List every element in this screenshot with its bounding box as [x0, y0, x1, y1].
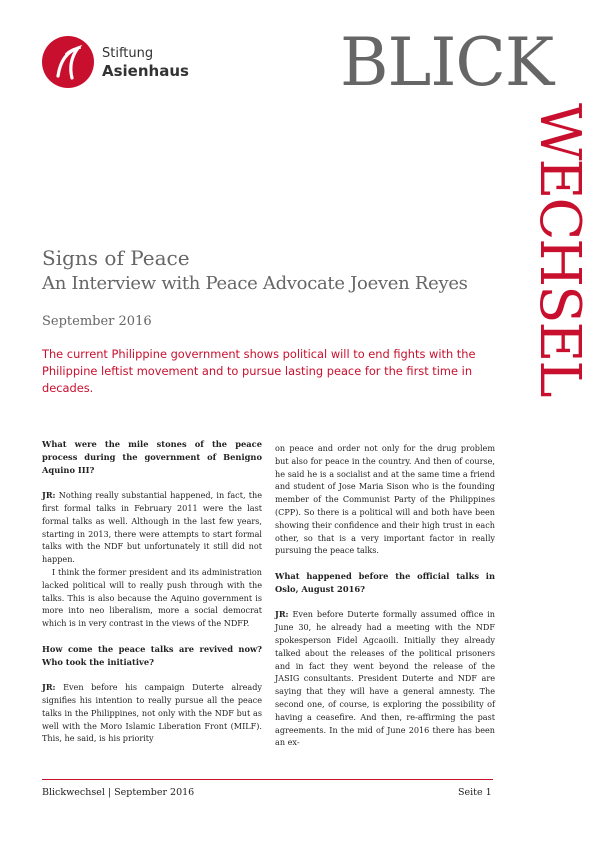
question-2: How come the peace talks are revived now? Who took the initiative?	[42, 643, 262, 667]
footer-publication: Blickwechsel | September 2016	[42, 787, 195, 798]
question-3: What happened before the official talks in Oslo, August 2016?	[275, 570, 495, 594]
answer-2-text: Even before his campaign Duterte already signifies his intention to really pursue all the peace talks in the Philippines, not only with the NDF but as well with the Moro Islamic Liberation Front (MILF). This, he said, is his priority	[42, 682, 262, 744]
answer-3-text: Even before Duterte formally assumed office in June 30, he already had a meeting with the NDF spokesperson Fidel Agcaoili. Initially they already talked about the releases of the political prisoners and in fact they went beyond the release of the JASIG consultants. President Duterte and NDF are saying that they will have a general amnesty. The second one, of course, is exploring the possibility of having a ceasefire. And then, re-affirming the past agreements. In the mid of June 2016 there has been an ex-	[275, 609, 495, 748]
article-subtitle: An Interview with Peace Advocate Joeven Reyes	[42, 273, 468, 294]
article-date: September 2016	[42, 314, 152, 329]
speaker-label: JR:	[42, 490, 56, 501]
question-1: What were the mile stones of the peace process during the government of Benigno Aquino III?	[42, 439, 262, 475]
logo-wordmark	[102, 46, 189, 80]
stiftung-asienhaus-logo	[42, 36, 202, 96]
answer-1-text: Nothing really substantial happened, in fact, the first formal talks in February 2011 were the last formal talks as well. Although in the last few years, starting in 2013, there were attempts to start formal talks with the NDF but unfortunately it still did not happen.	[42, 490, 262, 565]
logo-line-1: Stiftung	[102, 46, 154, 61]
article-title: Signs of Peace	[42, 246, 190, 270]
footer-page-number: Seite 1	[458, 787, 492, 798]
answer-1-paragraph-2: I think the former president and its administration lacked political will to really push through with the talks. This is also because the Aquino government is more into neo liberalism, more a social democrat which is in very contrast in the views of the NDFP.	[42, 566, 262, 629]
speaker-label: JR:	[275, 609, 289, 620]
answer-2	[42, 681, 262, 745]
logo-line-2: Asienhaus	[102, 62, 189, 80]
masthead-wechsel: WECHSEL	[527, 103, 592, 396]
answer-1	[42, 489, 262, 566]
answer-2-continued: on peace and order not only for the drug problem but also for peace in the country. And then of course, he said he is a socialist and at the same time a friend and student of Jose Maria Sison who is the founding member of the Communist Party of the Philippines (CPP). So there is a political will and both have been showing their confidence and their high trust in each other, so that is a very important factor in really pursuing the peace talks.	[275, 443, 495, 556]
left-column	[42, 438, 262, 745]
speaker-label: JR:	[42, 682, 56, 693]
masthead-blick: BLICK	[340, 24, 554, 101]
answer-3	[275, 608, 495, 749]
leaf-swirl-icon	[42, 36, 94, 88]
article-lead: The current Philippine government shows political will to end fights with the Philippine leftist movement and to pursue lasting peace for the first time in decades.	[42, 347, 476, 395]
footer-divider	[42, 779, 493, 780]
right-column	[275, 442, 495, 749]
